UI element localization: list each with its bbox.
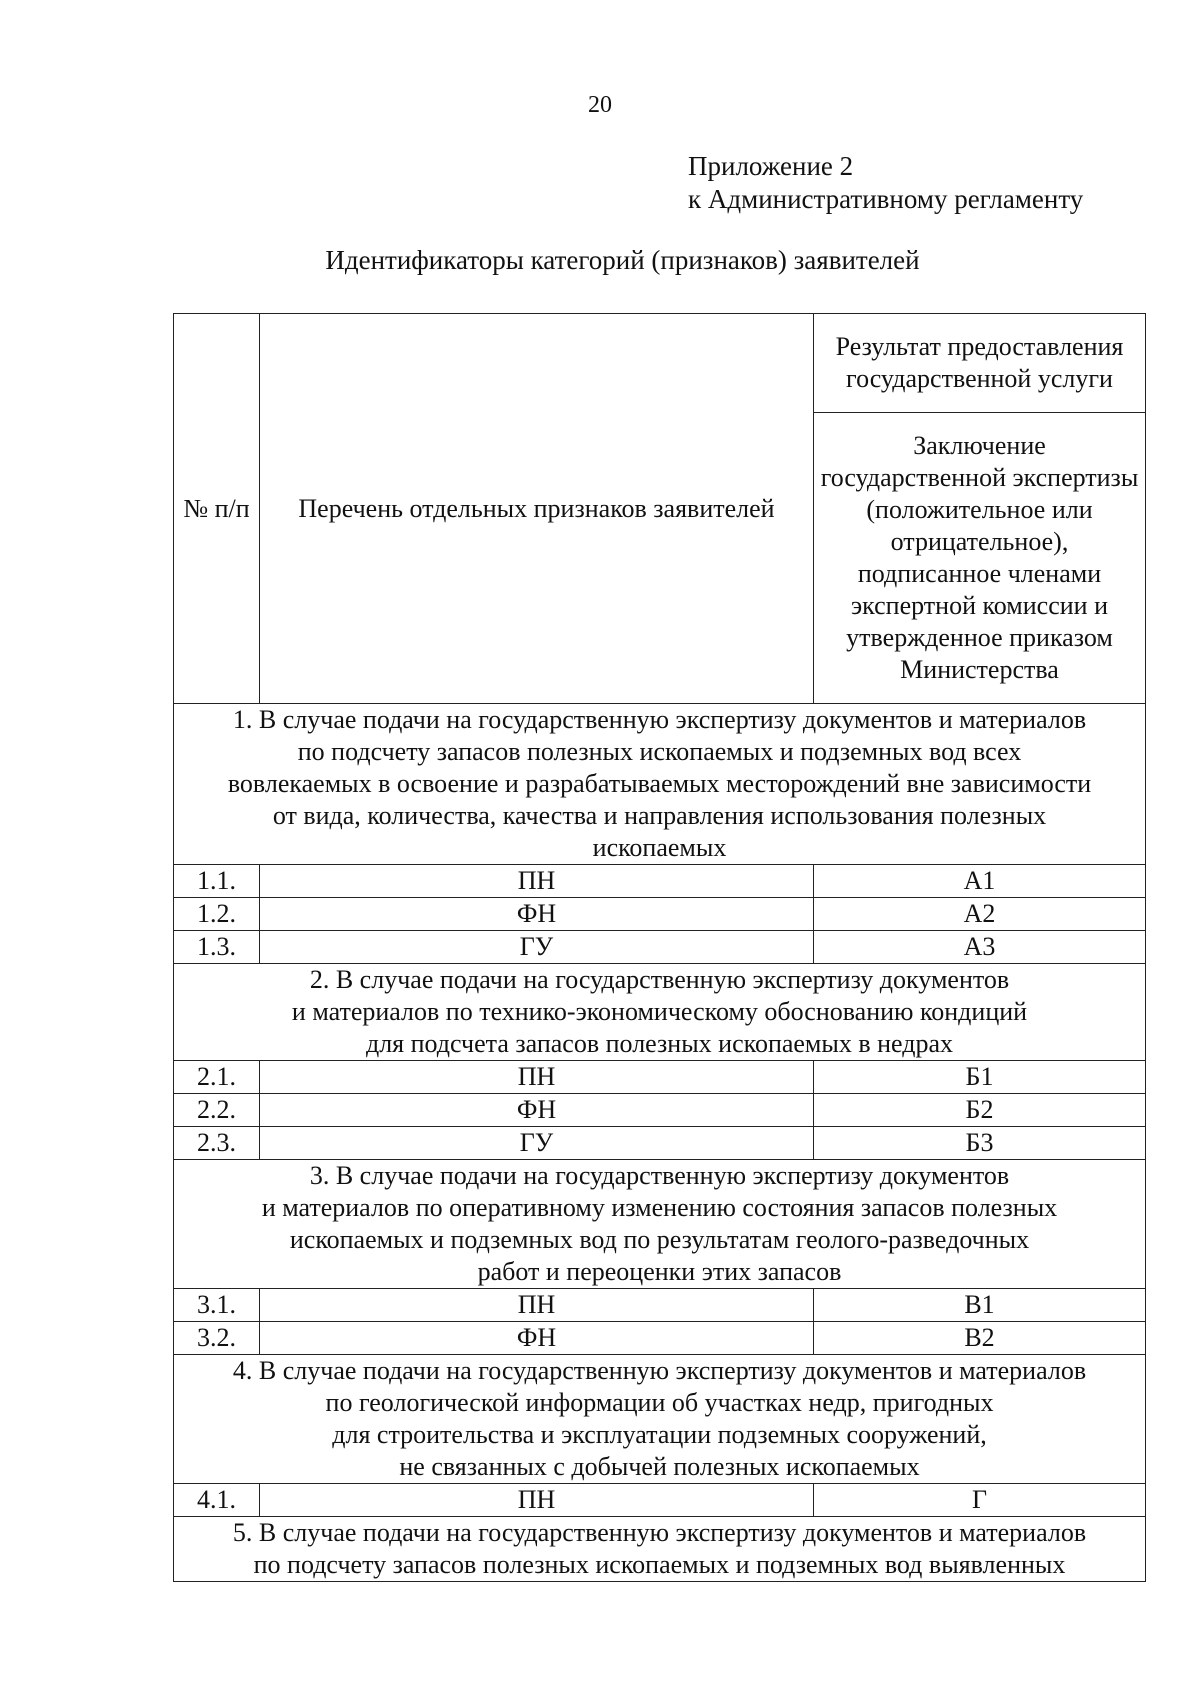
table-row [174,1289,1146,1322]
section-title-line: ископаемых и подземных вод по результатам геолого-разведочных [289,1225,1030,1254]
row-sign-cell: ПН [260,865,814,898]
header-result-sub-cell: Заключение государственной экспертизы (положительное или отрицательное), подписанное членами экспертной комиссии и утвержденное приказом Министерства [814,413,1146,704]
row-sign-cell: ФН [260,1094,814,1127]
section-title-line: 1. В случае подачи на государственную экспертизу документов и материалов [232,705,1087,734]
row-num-cell: 1.1. [174,865,260,898]
section-title-line: по подсчету запасов полезных ископаемых и подземных вод выявленных [253,1550,1066,1579]
section-title-line: от вида, количества, качества и направления использования полезных [272,801,1047,830]
row-result-cell: Г [814,1484,1146,1517]
table-row [174,931,1146,964]
section-header-row [174,1160,1146,1289]
row-num-cell: 2.2. [174,1094,260,1127]
row-sign-cell: ФН [260,898,814,931]
section-header-row [174,1517,1146,1582]
section-title-cell [174,964,1146,1061]
section-title-line: 2. В случае подачи на государственную экспертизу документов [309,965,1010,994]
header-number-cell: № п/п [174,314,260,704]
table-row [174,1322,1146,1355]
row-sign-cell: ГУ [260,931,814,964]
row-sign-cell: ГУ [260,1127,814,1160]
header-result-cell: Результат предоставления государственной услуги [814,314,1146,413]
document-title: Идентификаторы категорий (признаков) заявителей [325,245,920,275]
row-num-cell: 2.1. [174,1061,260,1094]
row-num-cell: 3.1. [174,1289,260,1322]
section-title-line: 3. В случае подачи на государственную экспертизу документов [309,1161,1010,1190]
row-sign-cell: ФН [260,1322,814,1355]
table-row [174,1484,1146,1517]
row-num-cell: 3.2. [174,1322,260,1355]
section-title-line: ископаемых [592,833,727,862]
section-title-line: по подсчету запасов полезных ископаемых и подземных вод всех [297,737,1022,766]
section-header-row [174,964,1146,1061]
section-title-line: по геологической информации об участках недр, пригодных [325,1388,994,1417]
section-title-line: не связанных с добычей полезных ископаемых [399,1452,920,1481]
row-num-cell: 4.1. [174,1484,260,1517]
section-title-line: и материалов по оперативному изменению состояния запасов полезных [261,1193,1058,1222]
row-result-cell: В2 [814,1322,1146,1355]
row-sign-cell: ПН [260,1061,814,1094]
header-sign-cell: Перечень отдельных признаков заявителей [260,314,814,704]
row-result-cell: В1 [814,1289,1146,1322]
section-title-line: и материалов по технико-экономическому обоснованию кондиций [291,997,1028,1026]
appendix-line-1: Приложение 2 [688,151,854,181]
row-result-cell: Б3 [814,1127,1146,1160]
page-number: 20 [588,92,612,118]
appendix-line-2: к Административному регламенту [688,184,1084,214]
section-title-line: для подсчета запасов полезных ископаемых в недрах [365,1029,954,1058]
section-title-cell [174,704,1146,865]
section-title-line: 5. В случае подачи на государственную экспертизу документов и материалов [232,1518,1087,1547]
row-sign-cell: ПН [260,1484,814,1517]
row-result-cell: А2 [814,898,1146,931]
row-result-cell: А3 [814,931,1146,964]
section-title-line: 4. В случае подачи на государственную экспертизу документов и материалов [232,1356,1087,1385]
row-result-cell: Б2 [814,1094,1146,1127]
section-title-line: вовлекаемых в освоение и разрабатываемых месторождений вне зависимости [227,769,1092,798]
table-row [174,898,1146,931]
row-num-cell: 1.2. [174,898,260,931]
row-num-cell: 1.3. [174,931,260,964]
section-header-row [174,1355,1146,1484]
table-header-row [174,314,1146,413]
section-title-cell [174,1355,1146,1484]
section-header-row [174,704,1146,865]
row-result-cell: Б1 [814,1061,1146,1094]
section-title-cell [174,1517,1146,1582]
table-row [174,1061,1146,1094]
table-row [174,1127,1146,1160]
table-row [174,1094,1146,1127]
section-title-line: работ и переоценки этих запасов [477,1257,842,1286]
applicant-categories-table [173,313,1146,1582]
section-title-line: для строительства и эксплуатации подземных сооружений, [332,1420,987,1449]
appendix-caption [688,150,1083,216]
row-num-cell: 2.3. [174,1127,260,1160]
section-title-cell [174,1160,1146,1289]
row-result-cell: А1 [814,865,1146,898]
table-row [174,865,1146,898]
row-sign-cell: ПН [260,1289,814,1322]
